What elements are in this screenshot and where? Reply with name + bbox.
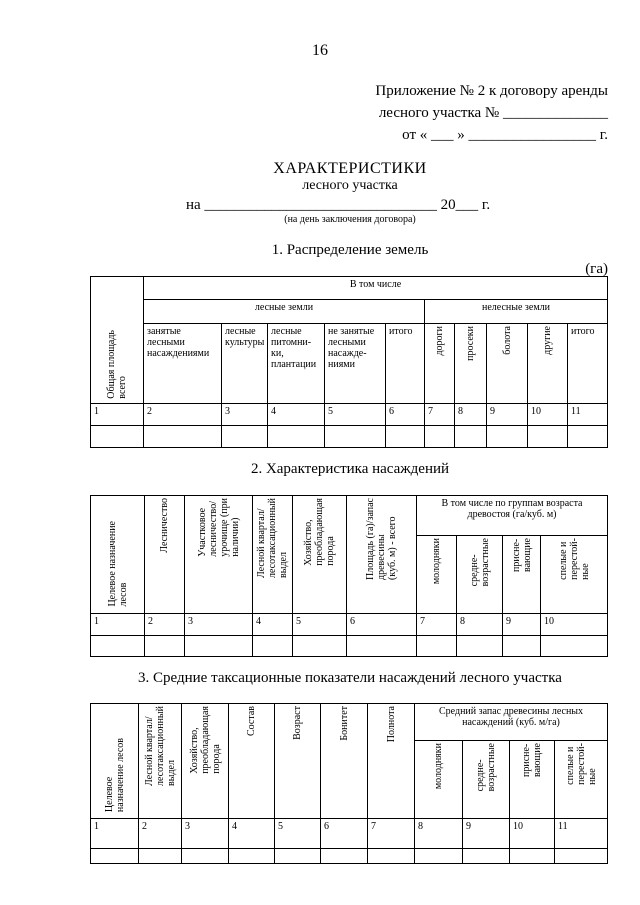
col-number: 4 <box>253 614 293 636</box>
col-number: 8 <box>455 404 487 426</box>
header-age-groups: В том числе по группам возраста древостоя (га/куб. м) <box>417 496 608 536</box>
data-cell[interactable] <box>91 636 145 657</box>
col-number: 5 <box>275 819 321 849</box>
data-cell[interactable] <box>510 849 555 864</box>
header-col-swamps: болота <box>487 323 528 403</box>
appendix-block <box>375 80 608 146</box>
col-number: 10 <box>528 404 568 426</box>
land-distribution-table <box>90 276 608 448</box>
col-number: 9 <box>503 614 541 636</box>
col-number: 2 <box>145 614 185 636</box>
header-average-stock: Средний запас древесины лесных насаждений (куб. м/га) <box>415 704 608 741</box>
unit-label: (га) <box>585 261 608 277</box>
col-number: 5 <box>293 614 347 636</box>
header-total-area: Общая площадь всего <box>91 277 144 404</box>
data-cell[interactable] <box>325 426 386 448</box>
data-cell[interactable] <box>91 849 139 864</box>
header-col-roads: дороги <box>425 323 455 403</box>
data-cell[interactable] <box>487 426 528 448</box>
stands-characteristics-table <box>90 495 608 657</box>
col-number: 10 <box>541 614 608 636</box>
empty-data-row[interactable] <box>91 636 608 657</box>
section1-title: 1. Распределение земель <box>271 242 429 258</box>
data-cell[interactable] <box>145 636 185 657</box>
data-cell[interactable] <box>185 636 253 657</box>
section3-title: 3. Средние таксационные показатели насаждений лесного участка <box>138 670 562 686</box>
empty-data-row[interactable] <box>91 426 608 448</box>
header-premature: присне- вающие <box>503 536 541 614</box>
header-col: лесные питомни- ки, плантации <box>268 323 325 403</box>
col-number: 6 <box>321 819 368 849</box>
data-cell[interactable] <box>139 849 182 864</box>
data-cell[interactable] <box>321 849 368 864</box>
header-quarter: Лесной квартал/ лесотаксационный выдел <box>253 496 293 614</box>
data-cell[interactable] <box>347 636 417 657</box>
data-cell[interactable] <box>386 426 425 448</box>
col-number: 7 <box>417 614 457 636</box>
date-note: (на день заключения договора) <box>284 214 416 225</box>
header-composition: Состав <box>229 704 275 819</box>
header-middle-aged: средне- возрастные <box>463 740 510 818</box>
header-col: итого <box>568 323 608 403</box>
col-number: 7 <box>425 404 455 426</box>
col-number: 5 <box>325 404 386 426</box>
col-number: 9 <box>463 819 510 849</box>
col-number: 8 <box>457 614 503 636</box>
col-number: 1 <box>91 614 145 636</box>
header-young: молодняки <box>417 536 457 614</box>
page-number: 16 <box>312 42 328 59</box>
col-number: 6 <box>347 614 417 636</box>
header-dominant-species: Хозяйство, преобладающая порода <box>182 704 229 819</box>
data-cell[interactable] <box>417 636 457 657</box>
data-cell[interactable] <box>455 426 487 448</box>
appendix-line-1: Приложение № 2 к договору аренды <box>375 83 608 99</box>
data-cell[interactable] <box>568 426 608 448</box>
header-middle-aged: средне- возрастные <box>457 536 503 614</box>
data-cell[interactable] <box>275 849 321 864</box>
data-cell[interactable] <box>368 849 415 864</box>
data-cell[interactable] <box>415 849 463 864</box>
data-cell[interactable] <box>293 636 347 657</box>
col-number: 8 <box>415 819 463 849</box>
doc-subtitle: лесного участка <box>302 178 398 193</box>
data-cell[interactable] <box>463 849 510 864</box>
appendix-line-2: лесного участка № ______________ <box>378 105 608 121</box>
header-col: не занятые лесными насажде- ниями <box>325 323 386 403</box>
header-site-class: Бонитет <box>321 704 368 819</box>
header-district-forestry: Участковое лесничество/ урочище (при наличии) <box>185 496 253 614</box>
col-number: 11 <box>555 819 608 849</box>
header-nonforest-lands: нелесные земли <box>425 300 608 323</box>
header-area-total: Площадь (га)/запас древесины (куб. м) - всего <box>347 496 417 614</box>
date-line: на _______________________________ 20___ г. <box>186 197 491 213</box>
col-number: 3 <box>222 404 268 426</box>
data-cell[interactable] <box>144 426 222 448</box>
data-cell[interactable] <box>457 636 503 657</box>
header-col-other: другие <box>528 323 568 403</box>
data-cell[interactable] <box>182 849 229 864</box>
header-mature: спелые и перестой- ные <box>555 740 608 818</box>
taxation-indicators-table <box>90 703 608 864</box>
header-premature: присне- вающие <box>510 740 555 818</box>
col-number: 6 <box>386 404 425 426</box>
data-cell[interactable] <box>91 426 144 448</box>
col-number: 4 <box>268 404 325 426</box>
header-density: Полнота <box>368 704 415 819</box>
data-cell[interactable] <box>222 426 268 448</box>
col-number: 4 <box>229 819 275 849</box>
data-cell[interactable] <box>229 849 275 864</box>
header-purpose: Целевое назначение лесов <box>91 496 145 614</box>
col-number: 1 <box>91 819 139 849</box>
header-col: занятые лесными насаждениями <box>144 323 222 403</box>
header-col-clearings: просеки <box>455 323 487 403</box>
col-number: 11 <box>568 404 608 426</box>
col-number: 3 <box>182 819 229 849</box>
doc-title: ХАРАКТЕРИСТИКИ <box>273 160 427 177</box>
col-number: 2 <box>144 404 222 426</box>
header-col: лесные культуры <box>222 323 268 403</box>
col-number: 1 <box>91 404 144 426</box>
col-number: 2 <box>139 819 182 849</box>
col-number: 10 <box>510 819 555 849</box>
header-mature: спелые и перестой- ные <box>541 536 608 614</box>
data-cell[interactable] <box>528 426 568 448</box>
data-cell[interactable] <box>268 426 325 448</box>
col-number: 3 <box>185 614 253 636</box>
header-including: В том числе <box>144 277 608 300</box>
section2-title: 2. Характеристика насаждений <box>250 461 450 477</box>
header-forestry: Лесничество <box>145 496 185 614</box>
col-number: 9 <box>487 404 528 426</box>
header-young: молодняки <box>415 740 463 818</box>
col-number: 7 <box>368 819 415 849</box>
data-cell[interactable] <box>503 636 541 657</box>
header-age: Возраст <box>275 704 321 819</box>
header-quarter: Лесной квартал/ лесотаксационный выдел <box>139 704 182 819</box>
data-cell[interactable] <box>541 636 608 657</box>
header-col: итого <box>386 323 425 403</box>
appendix-line-3: от « ___ » _________________ г. <box>402 127 608 143</box>
data-cell[interactable] <box>425 426 455 448</box>
data-cell[interactable] <box>253 636 293 657</box>
header-forest-lands: лесные земли <box>144 300 425 323</box>
header-dominant-species: Хозяйство, преобладающая порода <box>293 496 347 614</box>
data-cell[interactable] <box>555 849 608 864</box>
header-purpose: Целевое назначение лесов <box>91 704 139 819</box>
empty-data-row[interactable] <box>91 849 608 864</box>
